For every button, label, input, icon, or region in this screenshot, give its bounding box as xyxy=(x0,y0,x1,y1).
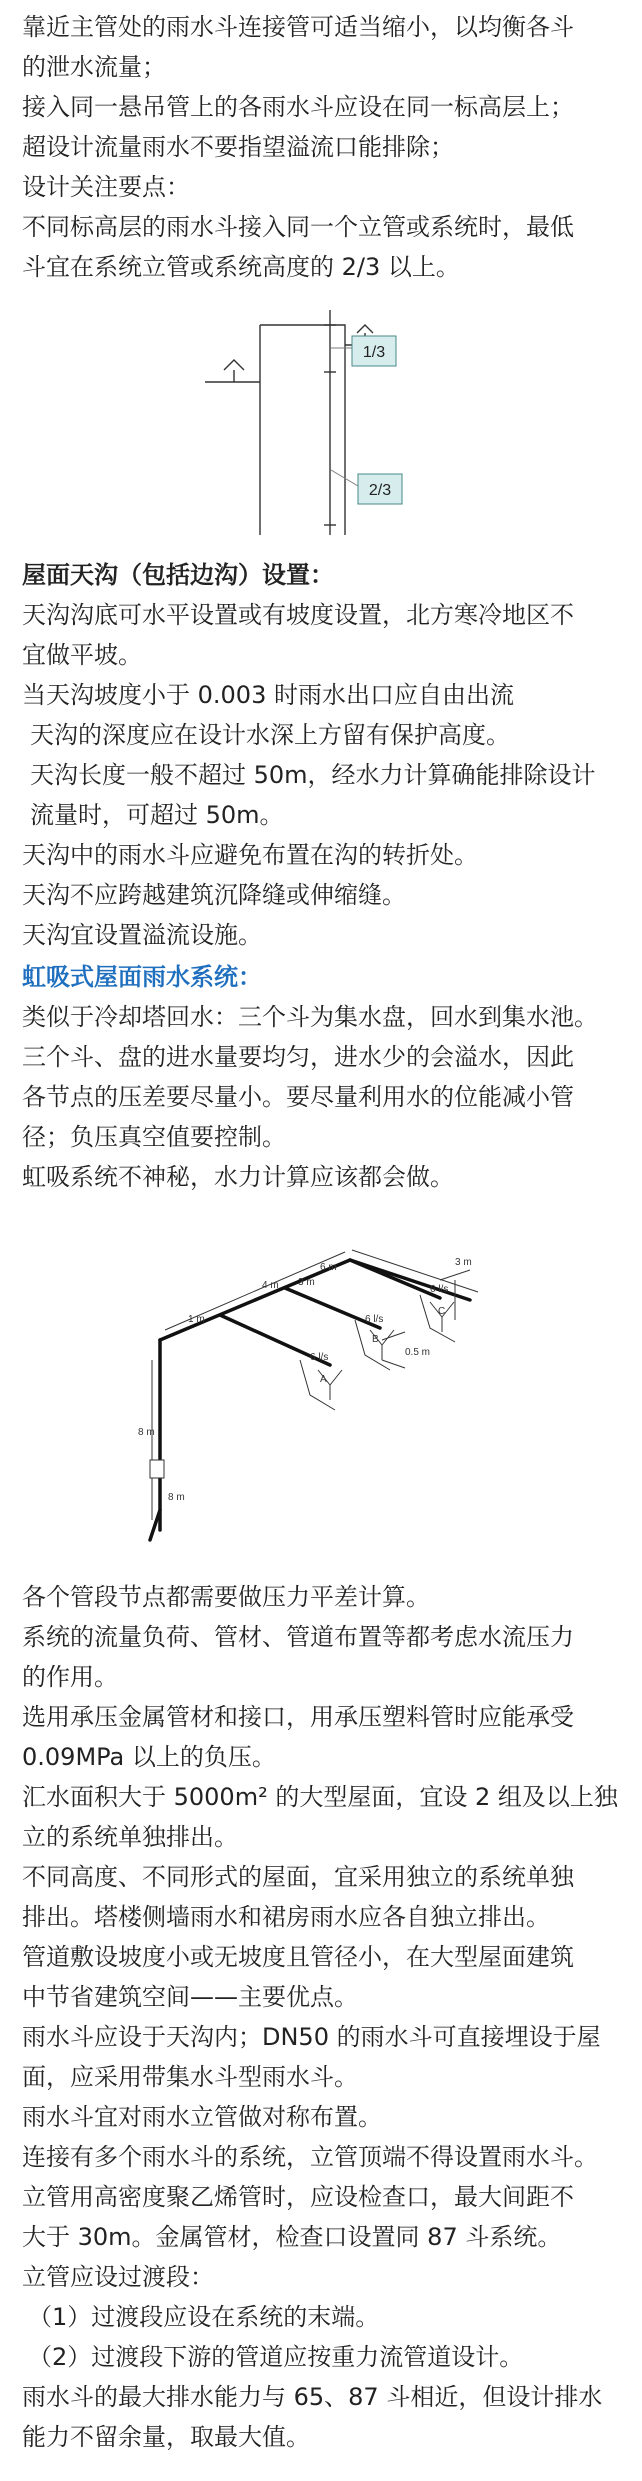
text-line: 0.09MPa 以上的负压。 xyxy=(22,1743,276,1771)
text-line: （2）过渡段下游的管道应按重力流管道设计。 xyxy=(28,2343,524,2371)
text-line: 径；负压真空值要控制。 xyxy=(22,1123,286,1151)
dim-label: 0.5 m xyxy=(405,1347,431,1358)
dim-label: 1 m xyxy=(188,1314,205,1325)
text-line: 汇水面积大于 5000m² 的大型屋面，宜设 2 组及以上独 xyxy=(22,1783,618,1811)
dim-label: 8 m xyxy=(138,1427,155,1438)
text-line: 系统的流量负荷、管材、管道布置等都考虑水流压力 xyxy=(22,1623,574,1651)
dim-label: 6 m xyxy=(320,1262,337,1273)
text-line: 雨水斗的最大排水能力与 65、87 斗相近，但设计排水 xyxy=(22,2383,603,2411)
node-label: B xyxy=(372,1334,379,1345)
text-line: 设计关注要点： xyxy=(22,173,190,201)
section-heading-gutter: 屋面天沟（包括边沟）设置： xyxy=(22,561,334,589)
text-line: 流量时，可超过 50m。 xyxy=(30,801,284,829)
dim-label: 4 m xyxy=(262,1280,279,1291)
label-top: 1/3 xyxy=(362,344,386,361)
text-line: 立管用高密度聚乙烯管时，应设检查口，最大间距不 xyxy=(22,2183,574,2211)
text-line: 大于 30m。金属管材，检查口设置同 87 斗系统。 xyxy=(22,2223,562,2251)
text-line: 宜做平坡。 xyxy=(22,641,142,669)
text-line: 超设计流量雨水不要指望溢流口能排除； xyxy=(22,133,454,161)
text-line: 三个斗、盘的进水量要均匀，进水少的会溢水，因此 xyxy=(22,1043,574,1071)
dim-label: 3 m xyxy=(298,1277,315,1288)
dim-label: 3 m xyxy=(455,1257,472,1268)
text-line: 雨水斗宜对雨水立管做对称布置。 xyxy=(22,2103,382,2131)
text-line: 虹吸系统不神秘，水力计算应该都会做。 xyxy=(22,1163,454,1191)
text-line: （1）过渡段应设在系统的末端。 xyxy=(28,2303,380,2331)
text-line: 天沟不应跨越建筑沉降缝或伸缩缝。 xyxy=(22,881,406,909)
text-line: 靠近主管处的雨水斗连接管可适当缩小，以均衡各斗 xyxy=(22,13,574,41)
flow-label: 6 l/s xyxy=(430,1284,449,1295)
text-line: 斗宜在系统立管或系统高度的 2/3 以上。 xyxy=(22,253,460,281)
text-line: 天沟宜设置溢流设施。 xyxy=(22,921,262,949)
section-heading-siphon: 虹吸式屋面雨水系统： xyxy=(22,963,262,991)
text-line: 的泄水流量； xyxy=(22,53,166,81)
text-line: 类似于冷却塔回水：三个斗为集水盘，回水到集水池。 xyxy=(22,1003,598,1031)
node-label: C xyxy=(438,1306,446,1317)
text-line: 立的系统单独排出。 xyxy=(22,1823,238,1851)
text-line: 不同高度、不同形式的屋面，宜采用独立的系统单独 xyxy=(22,1863,574,1891)
text-line: 管道敷设坡度小或无坡度且管径小，在大型屋面建筑 xyxy=(22,1943,574,1971)
text-line: 立管应设过渡段： xyxy=(22,2263,214,2291)
text-line: 各个管段节点都需要做压力平差计算。 xyxy=(22,1583,430,1611)
text-line: 中节省建筑空间——主要优点。 xyxy=(22,1983,358,2011)
flow-label: 6 l/s xyxy=(365,1314,384,1325)
label-bottom: 2/3 xyxy=(368,482,392,499)
node-label: A xyxy=(320,1374,327,1385)
text-line: 选用承压金属管材和接口，用承压塑料管时应能承受 xyxy=(22,1703,574,1731)
riser-height-diagram xyxy=(0,300,642,560)
text-line: 连接有多个雨水斗的系统，立管顶端不得设置雨水斗。 xyxy=(22,2143,598,2171)
text-line: 天沟沟底可水平设置或有坡度设置，北方寒冷地区不 xyxy=(22,601,574,629)
text-line: 的作用。 xyxy=(22,1663,118,1691)
text-line: 当天沟坡度小于 0.003 时雨水出口应自由出流 xyxy=(22,681,514,709)
text-line: 雨水斗应设于天沟内；DN50 的雨水斗可直接埋设于屋 xyxy=(22,2023,601,2051)
text-line: 不同标高层的雨水斗接入同一个立管或系统时，最低 xyxy=(22,213,574,241)
text-line: 天沟中的雨水斗应避免布置在沟的转折处。 xyxy=(22,841,478,869)
text-line: 天沟长度一般不超过 50m，经水力计算确能排除设计 xyxy=(30,761,596,789)
text-line: 面，应采用带集水斗型雨水斗。 xyxy=(22,2063,358,2091)
text-line: 天沟的深度应在设计水深上方留有保护高度。 xyxy=(30,721,510,749)
text-line: 接入同一悬吊管上的各雨水斗应设在同一标高层上； xyxy=(22,93,574,121)
text-line: 排出。塔楼侧墙雨水和裙房雨水应各自独立排出。 xyxy=(22,1903,550,1931)
dim-label: 8 m xyxy=(168,1492,185,1503)
text-line: 各节点的压差要尽量小。要尽量利用水的位能减小管 xyxy=(22,1083,574,1111)
flow-label: 6 l/s xyxy=(310,1352,329,1363)
text-line: 能力不留余量，取最大值。 xyxy=(22,2423,310,2451)
siphonic-piping-diagram xyxy=(0,1210,642,1550)
